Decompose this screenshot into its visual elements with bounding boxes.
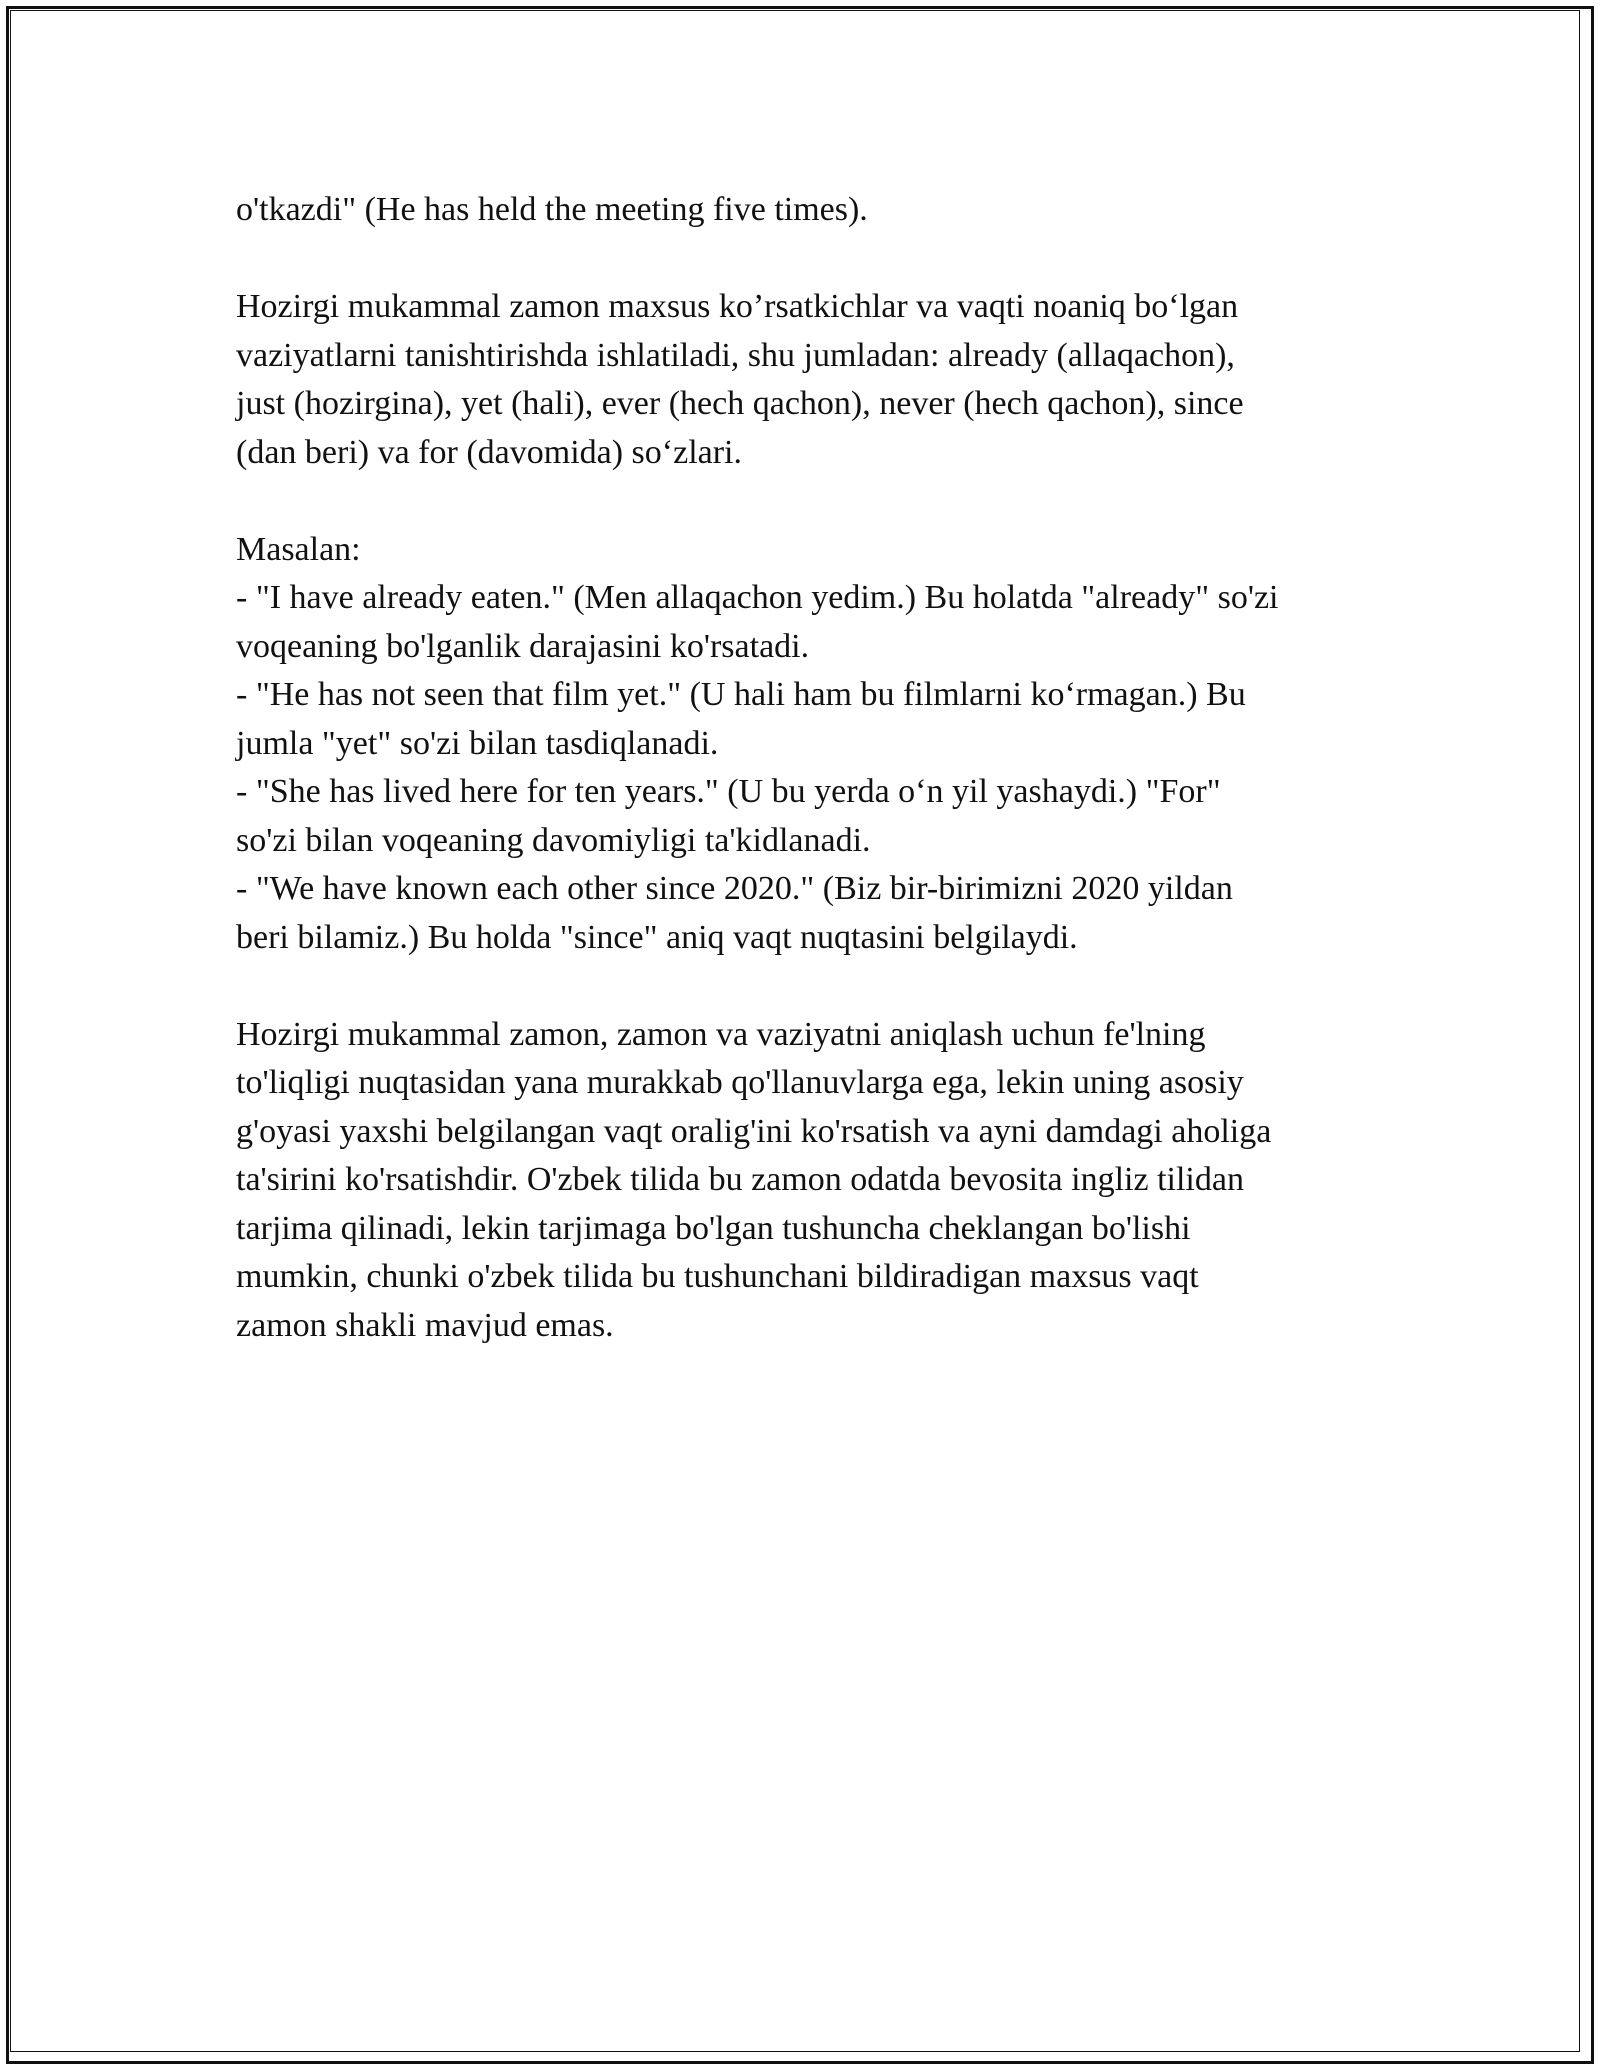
text-line: (dan beri) va for (davomida) so‘zlari. [236,433,742,471]
document-body [236,186,1366,1350]
text-line: o'tkazdi" (He has held the meeting five times). [236,191,868,228]
text-line: mumkin, chunki o'zbek tilida bu tushunchani bildiradigan maxsus vaqt [236,1258,1199,1295]
paragraph-gap [236,962,1366,1011]
paragraph-gap [236,235,1366,284]
text-line: - "We have known each other since 2020." (Biz bir-birimizni 2020 yildan [236,870,1233,907]
text-line: so'zi bilan voqeaning davomiyligi ta'kidlanadi. [236,821,871,859]
text-line: g'oyasi yaxshi belgilangan vaqt oralig'ini ko'rsatish va ayni damdagi aholiga [236,1112,1272,1150]
text-line: just (hozirgina), yet (hali), ever (hech qachon), never (hech qachon), since [236,385,1244,422]
text-line: Hozirgi mukammal zamon maxsus ko’rsatkichlar va vaqti noaniq bo‘lgan [236,288,1239,325]
text-line: zamon shakli mavjud emas. [236,1306,614,1344]
paragraph-examples [236,526,1366,963]
text-line: - "I have already eaten." (Men allaqachon yedim.) Bu holatda "already" so'zi [236,579,1279,616]
paragraph-gap [236,477,1366,526]
text-line: - "She has lived here for ten years." (U bu yerda o‘n yil yashaydi.) "For" [236,773,1221,810]
text-line: vaziyatlarni tanishtirishda ishlatiladi, shu jumladan: already (allaqachon), [236,336,1235,374]
paragraph-conclusion [236,1011,1366,1351]
examples-heading: Masalan: [236,530,361,568]
text-line: Hozirgi mukammal zamon, zamon va vaziyatni aniqlash uchun fe'lning [236,1015,1206,1053]
text-line: jumla "yet" so'zi bilan tasdiqlanadi. [236,724,719,762]
text-line: - "He has not seen that film yet." (U hali ham bu filmlarni ko‘rmagan.) Bu [236,676,1246,713]
text-line: voqeaning bo'lganlik darajasini ko'rsatadi. [236,627,810,665]
text-line: beri bilamiz.) Bu holda "since" aniq vaqt nuqtasini belgilaydi. [236,918,1078,956]
text-line: to'liqligi nuqtasidan yana murakkab qo'llanuvlarga ega, lekin uning asosiy [236,1064,1244,1101]
paragraph-continuation [236,186,1366,235]
text-line: ta'sirini ko'rsatishdir. O'zbek tilida bu zamon odatda bevosita ingliz tilidan [236,1161,1244,1198]
paragraph-markers-intro [236,283,1366,477]
text-line: tarjima qilinadi, lekin tarjimaga bo'lgan tushuncha cheklangan bo'lishi [236,1209,1191,1247]
